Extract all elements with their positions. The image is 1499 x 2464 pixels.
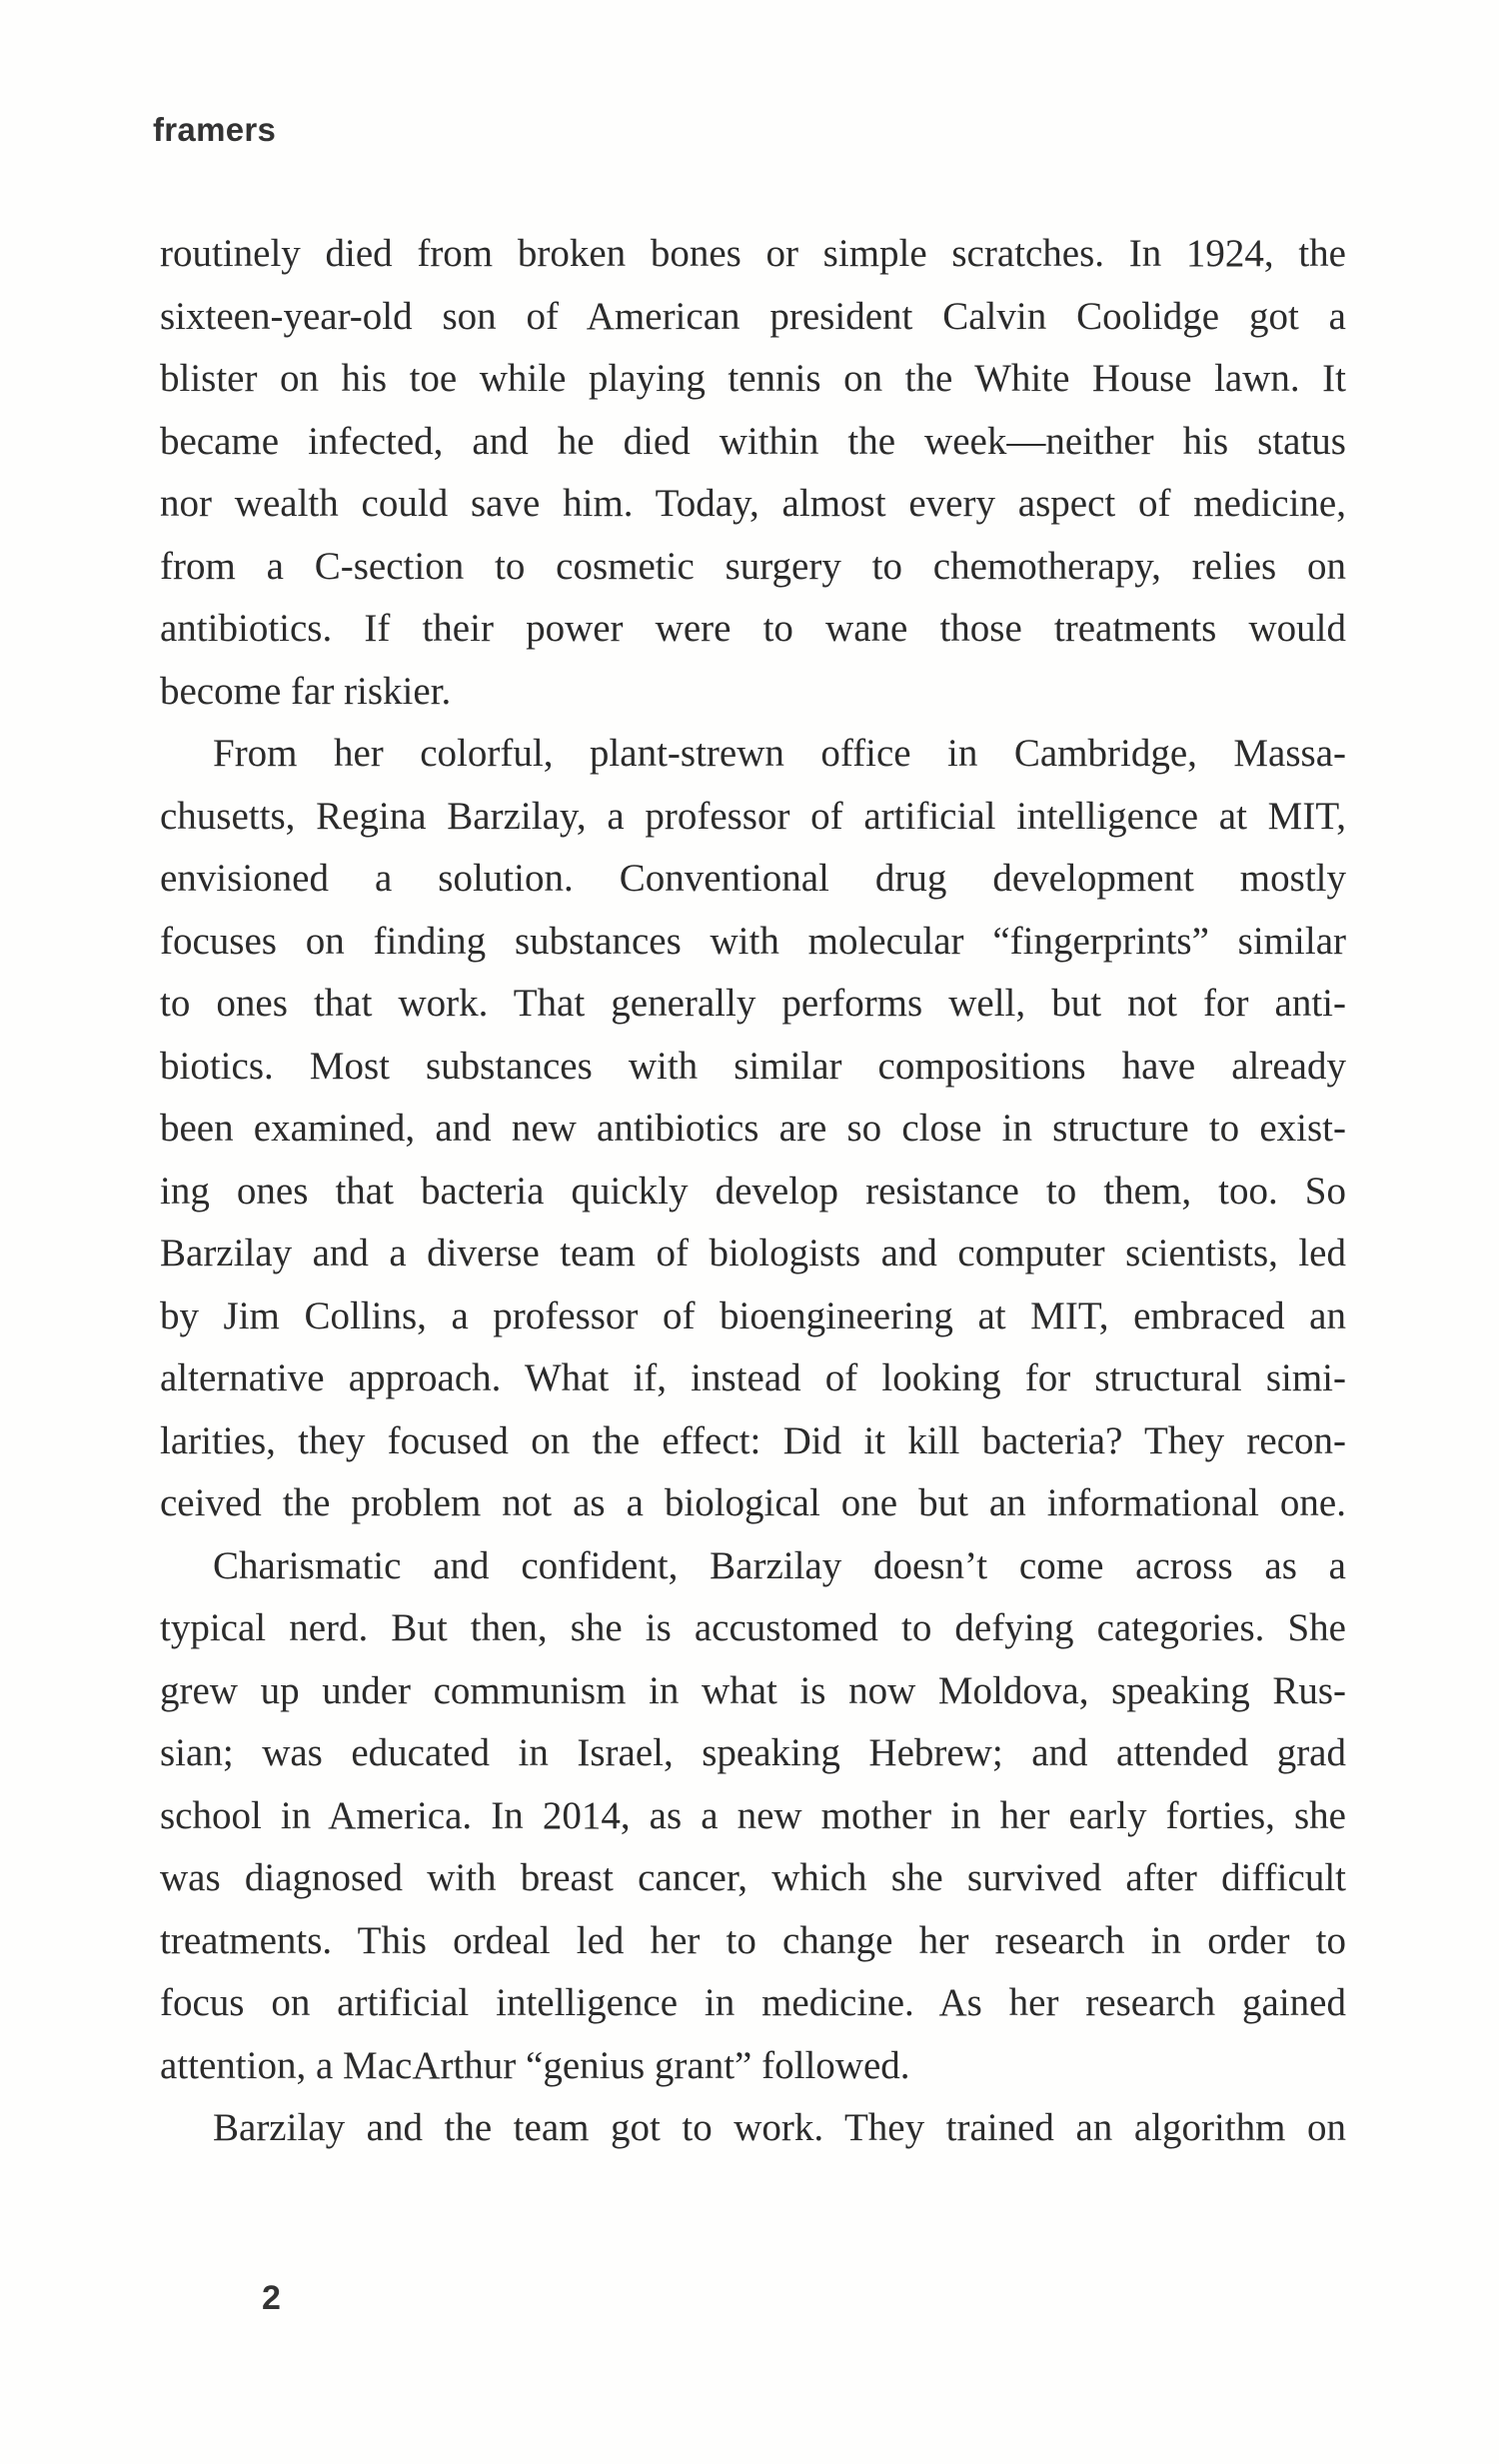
paragraph (160, 1535, 1346, 2098)
text-line: focus on artificial intelligence in medicine. As her research gained (160, 1981, 1346, 2024)
text-line: from a C-section to cosmetic surgery to chemotherapy, relies on (160, 544, 1346, 588)
text-line: routinely died from broken bones or simple scratches. In 1924, the (160, 232, 1346, 275)
text-line: to ones that work. That generally performs well, but not for anti- (160, 982, 1346, 1025)
text-line: sixteen-year-old son of American president Calvin Coolidge got a (160, 294, 1346, 338)
text-line: was diagnosed with breast cancer, which she survived after difficult (160, 1856, 1346, 1899)
text-line: ing ones that bacteria quickly develop resistance to them, too. So (160, 1169, 1346, 1213)
text-line: blister on his toe while playing tennis on the White House lawn. It (160, 357, 1346, 400)
text-line: typical nerd. But then, she is accustomed to defying categories. She (160, 1606, 1346, 1649)
text-line: by Jim Collins, a professor of bioengineering at MIT, embraced an (160, 1293, 1346, 1337)
text-line: antibiotics. If their power were to wane those treatments would (160, 607, 1346, 650)
text-line: Barzilay and a diverse team of biologists and computer scientists, led (160, 1232, 1346, 1274)
text-line: attention, a MacArthur “genius grant” followed. (160, 2043, 910, 2087)
text-line: envisioned a solution. Conventional drug development mostly (160, 857, 1346, 900)
text-line: Charismatic and confident, Barzilay doesn’t come across as a (213, 1543, 1346, 1587)
text-line: school in America. In 2014, as a new mother in her early forties, she (160, 1793, 1346, 1837)
text-line: grew up under communism in what is now Moldova, speaking Rus- (160, 1668, 1346, 1712)
text-line: sian; was educated in Israel, speaking Hebrew; and attended grad (160, 1731, 1346, 1774)
text-line: Barzilay and the team got to work. They trained an algorithm on (213, 2106, 1346, 2149)
text-line: chusetts, Regina Barzilay, a professor of artificial intelligence at MIT, (160, 794, 1346, 838)
text-line: alternative approach. What if, instead of looking for structural simi- (160, 1356, 1346, 1399)
text-line: become far riskier. (160, 669, 452, 713)
text-line: focuses on finding substances with molecular “fingerprints” similar (160, 919, 1346, 963)
page-number: 2 (262, 2279, 281, 2317)
text-line: been examined, and new antibiotics are so close in structure to exist- (160, 1107, 1346, 1150)
paragraph (160, 723, 1346, 1535)
paragraph (160, 2097, 1346, 2160)
paragraph (160, 223, 1346, 723)
running-head: framers (153, 111, 277, 148)
text-line: nor wealth could save him. Today, almost every aspect of medicine, (160, 482, 1346, 525)
text-line: biotics. Most substances with similar compositions have already (160, 1044, 1346, 1088)
body-text (160, 223, 1346, 2160)
text-line: larities, they focused on the effect: Did it kill bacteria? They recon- (160, 1418, 1346, 1462)
text-line: From her colorful, plant-strewn office in Cambridge, Massa- (213, 732, 1346, 775)
text-line: ceived the problem not as a biological one but an informational one. (160, 1481, 1346, 1524)
text-line: treatments. This ordeal led her to change her research in order to (160, 1918, 1346, 1962)
text-line: became infected, and he died within the week—neither his status (160, 419, 1346, 463)
